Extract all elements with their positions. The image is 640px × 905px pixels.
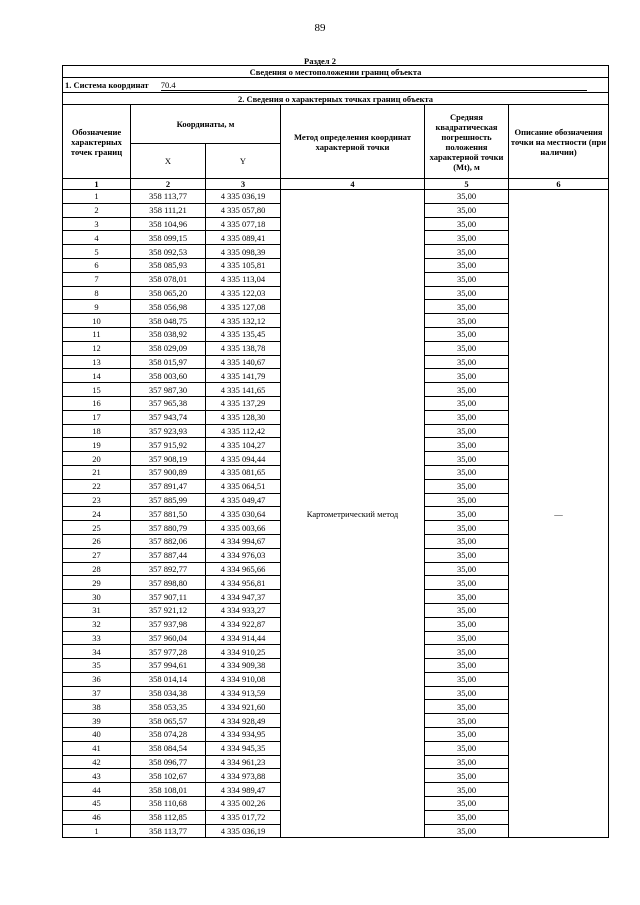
point-number-cell: 21 (63, 465, 131, 479)
point-number-cell: 42 (63, 755, 131, 769)
table-title: Сведения о местоположении границ объекта (63, 66, 609, 78)
y-coordinate-cell: 4 335 140,67 (206, 355, 281, 369)
rmse-cell: 35,00 (425, 797, 509, 811)
rmse-cell: 35,00 (425, 521, 509, 535)
rmse-cell: 35,00 (425, 493, 509, 507)
y-coordinate-cell: 4 335 094,44 (206, 452, 281, 466)
x-coordinate-cell: 357 891,47 (131, 479, 206, 493)
y-coordinate-cell: 4 335 137,29 (206, 396, 281, 410)
rmse-cell: 35,00 (425, 617, 509, 631)
rmse-cell: 35,00 (425, 203, 509, 217)
rmse-cell: 35,00 (425, 190, 509, 204)
rmse-cell: 35,00 (425, 700, 509, 714)
x-coordinate-cell: 358 110,68 (131, 797, 206, 811)
x-coordinate-cell: 358 003,60 (131, 369, 206, 383)
y-coordinate-cell: 4 334 913,59 (206, 686, 281, 700)
y-coordinate-cell: 4 334 914,44 (206, 631, 281, 645)
point-number-cell: 8 (63, 286, 131, 300)
rmse-cell: 35,00 (425, 783, 509, 797)
point-number-cell: 19 (63, 438, 131, 452)
x-coordinate-cell: 357 908,19 (131, 452, 206, 466)
x-coordinate-cell: 357 994,61 (131, 659, 206, 673)
point-number-cell: 4 (63, 231, 131, 245)
rmse-cell: 35,00 (425, 314, 509, 328)
description-cell: — (509, 190, 609, 838)
rmse-cell: 35,00 (425, 755, 509, 769)
rmse-cell: 35,00 (425, 603, 509, 617)
x-coordinate-cell: 358 065,20 (131, 286, 206, 300)
x-coordinate-cell: 358 015,97 (131, 355, 206, 369)
point-number-cell: 30 (63, 590, 131, 604)
point-number-cell: 25 (63, 521, 131, 535)
rmse-cell: 35,00 (425, 590, 509, 604)
x-coordinate-cell: 358 053,35 (131, 700, 206, 714)
coordinate-system-value: 70.4 (161, 80, 587, 91)
column-number: 2 (131, 179, 206, 190)
point-number-cell: 40 (63, 728, 131, 742)
point-number-cell: 10 (63, 314, 131, 328)
y-coordinate-cell: 4 334 933,27 (206, 603, 281, 617)
x-coordinate-cell: 358 056,98 (131, 300, 206, 314)
header-point-designation: Обозначение характерных точек границ (63, 105, 131, 179)
x-coordinate-cell: 357 943,74 (131, 410, 206, 424)
y-coordinate-cell: 4 334 976,03 (206, 548, 281, 562)
rmse-cell: 35,00 (425, 438, 509, 452)
x-coordinate-cell: 358 102,67 (131, 769, 206, 783)
x-coordinate-cell: 357 987,30 (131, 383, 206, 397)
x-coordinate-cell: 357 907,11 (131, 590, 206, 604)
y-coordinate-cell: 4 335 138,78 (206, 341, 281, 355)
y-coordinate-cell: 4 335 036,19 (206, 190, 281, 204)
x-coordinate-cell: 358 104,96 (131, 217, 206, 231)
table-body (63, 190, 609, 838)
point-number-cell: 46 (63, 810, 131, 824)
y-coordinate-cell: 4 335 104,27 (206, 438, 281, 452)
point-number-cell: 24 (63, 507, 131, 521)
y-coordinate-cell: 4 335 003,66 (206, 521, 281, 535)
x-coordinate-cell: 357 965,38 (131, 396, 206, 410)
y-coordinate-cell: 4 334 922,87 (206, 617, 281, 631)
rmse-cell: 35,00 (425, 286, 509, 300)
y-coordinate-cell: 4 335 081,65 (206, 465, 281, 479)
rmse-cell: 35,00 (425, 769, 509, 783)
point-number-cell: 28 (63, 562, 131, 576)
point-number-cell: 33 (63, 631, 131, 645)
rmse-cell: 35,00 (425, 217, 509, 231)
point-number-cell: 15 (63, 383, 131, 397)
y-coordinate-cell: 4 335 112,42 (206, 424, 281, 438)
y-coordinate-cell: 4 334 973,88 (206, 769, 281, 783)
x-coordinate-cell: 357 880,79 (131, 521, 206, 535)
rmse-cell: 35,00 (425, 424, 509, 438)
rmse-cell: 35,00 (425, 631, 509, 645)
point-number-cell: 26 (63, 534, 131, 548)
boundary-points-table (62, 65, 609, 838)
x-coordinate-cell: 357 898,80 (131, 576, 206, 590)
point-number-cell: 43 (63, 769, 131, 783)
y-coordinate-cell: 4 334 910,25 (206, 645, 281, 659)
rmse-cell: 35,00 (425, 327, 509, 341)
x-coordinate-cell: 357 960,04 (131, 631, 206, 645)
point-number-cell: 22 (63, 479, 131, 493)
point-number-cell: 20 (63, 452, 131, 466)
header-y: Y (206, 144, 281, 179)
y-coordinate-cell: 4 335 017,72 (206, 810, 281, 824)
rmse-cell: 35,00 (425, 383, 509, 397)
y-coordinate-cell: 4 334 910,08 (206, 672, 281, 686)
rmse-cell: 35,00 (425, 300, 509, 314)
header-coordinates: Координаты, м (131, 105, 281, 144)
table-row (63, 190, 609, 204)
rmse-cell: 35,00 (425, 272, 509, 286)
x-coordinate-cell: 358 084,54 (131, 741, 206, 755)
y-coordinate-cell: 4 335 077,18 (206, 217, 281, 231)
point-number-cell: 2 (63, 203, 131, 217)
x-coordinate-cell: 358 111,21 (131, 203, 206, 217)
point-number-cell: 31 (63, 603, 131, 617)
rmse-cell: 35,00 (425, 576, 509, 590)
header-method: Метод определения координат характерной точки (281, 105, 425, 179)
point-number-cell: 32 (63, 617, 131, 631)
y-coordinate-cell: 4 334 945,35 (206, 741, 281, 755)
y-coordinate-cell: 4 335 057,80 (206, 203, 281, 217)
point-number-cell: 29 (63, 576, 131, 590)
y-coordinate-cell: 4 334 994,67 (206, 534, 281, 548)
x-coordinate-cell: 358 078,01 (131, 272, 206, 286)
y-coordinate-cell: 4 335 141,65 (206, 383, 281, 397)
y-coordinate-cell: 4 334 909,38 (206, 659, 281, 673)
x-coordinate-cell: 358 029,09 (131, 341, 206, 355)
rmse-cell: 35,00 (425, 728, 509, 742)
y-coordinate-cell: 4 334 921,60 (206, 700, 281, 714)
y-coordinate-cell: 4 335 030,64 (206, 507, 281, 521)
y-coordinate-cell: 4 334 947,37 (206, 590, 281, 604)
rmse-cell: 35,00 (425, 410, 509, 424)
y-coordinate-cell: 4 334 928,49 (206, 714, 281, 728)
y-coordinate-cell: 4 335 132,12 (206, 314, 281, 328)
y-coordinate-cell: 4 334 961,23 (206, 755, 281, 769)
rmse-cell: 35,00 (425, 231, 509, 245)
coordinate-system-row (63, 78, 609, 93)
method-cell: Картометрический метод (281, 190, 425, 838)
point-number-cell: 34 (63, 645, 131, 659)
x-coordinate-cell: 357 977,28 (131, 645, 206, 659)
x-coordinate-cell: 358 034,38 (131, 686, 206, 700)
point-number-cell: 36 (63, 672, 131, 686)
y-coordinate-cell: 4 334 965,66 (206, 562, 281, 576)
x-coordinate-cell: 358 113,77 (131, 824, 206, 838)
x-coordinate-cell: 358 112,85 (131, 810, 206, 824)
column-number: 6 (509, 179, 609, 190)
y-coordinate-cell: 4 335 002,26 (206, 797, 281, 811)
section-title: Раздел 2 (304, 56, 336, 66)
point-number-cell: 1 (63, 824, 131, 838)
x-coordinate-cell: 357 915,92 (131, 438, 206, 452)
x-coordinate-cell: 358 108,01 (131, 783, 206, 797)
y-coordinate-cell: 4 335 135,45 (206, 327, 281, 341)
x-coordinate-cell: 358 085,93 (131, 258, 206, 272)
coordinate-system-label: 1. Система координат (65, 79, 149, 90)
rmse-cell: 35,00 (425, 465, 509, 479)
y-coordinate-cell: 4 335 105,81 (206, 258, 281, 272)
y-coordinate-cell: 4 334 989,47 (206, 783, 281, 797)
y-coordinate-cell: 4 335 064,51 (206, 479, 281, 493)
y-coordinate-cell: 4 335 098,39 (206, 245, 281, 259)
y-coordinate-cell: 4 335 049,47 (206, 493, 281, 507)
header-description: Описание обозначения точки на местности (при наличии) (509, 105, 609, 179)
rmse-cell: 35,00 (425, 355, 509, 369)
rmse-cell: 35,00 (425, 824, 509, 838)
point-number-cell: 35 (63, 659, 131, 673)
column-number: 1 (63, 179, 131, 190)
x-coordinate-cell: 358 014,14 (131, 672, 206, 686)
point-number-cell: 16 (63, 396, 131, 410)
x-coordinate-cell: 358 074,28 (131, 728, 206, 742)
y-coordinate-cell: 4 335 122,03 (206, 286, 281, 300)
y-coordinate-cell: 4 335 127,08 (206, 300, 281, 314)
x-coordinate-cell: 358 113,77 (131, 190, 206, 204)
rmse-cell: 35,00 (425, 672, 509, 686)
x-coordinate-cell: 357 887,44 (131, 548, 206, 562)
rmse-cell: 35,00 (425, 507, 509, 521)
point-number-cell: 39 (63, 714, 131, 728)
rmse-cell: 35,00 (425, 341, 509, 355)
point-number-cell: 37 (63, 686, 131, 700)
subsection-title: 2. Сведения о характерных точках границ объекта (63, 93, 609, 105)
x-coordinate-cell: 358 096,77 (131, 755, 206, 769)
rmse-cell: 35,00 (425, 369, 509, 383)
rmse-cell: 35,00 (425, 686, 509, 700)
rmse-cell: 35,00 (425, 645, 509, 659)
point-number-cell: 11 (63, 327, 131, 341)
point-number-cell: 18 (63, 424, 131, 438)
x-coordinate-cell: 357 885,99 (131, 493, 206, 507)
rmse-cell: 35,00 (425, 245, 509, 259)
header-x: X (131, 144, 206, 179)
point-number-cell: 14 (63, 369, 131, 383)
x-coordinate-cell: 358 092,53 (131, 245, 206, 259)
x-coordinate-cell: 358 038,92 (131, 327, 206, 341)
y-coordinate-cell: 4 334 956,81 (206, 576, 281, 590)
point-number-cell: 45 (63, 797, 131, 811)
x-coordinate-cell: 357 923,93 (131, 424, 206, 438)
y-coordinate-cell: 4 335 036,19 (206, 824, 281, 838)
rmse-cell: 35,00 (425, 258, 509, 272)
rmse-cell: 35,00 (425, 396, 509, 410)
x-coordinate-cell: 357 937,98 (131, 617, 206, 631)
y-coordinate-cell: 4 335 128,30 (206, 410, 281, 424)
column-number: 4 (281, 179, 425, 190)
x-coordinate-cell: 357 900,89 (131, 465, 206, 479)
point-number-cell: 1 (63, 190, 131, 204)
rmse-cell: 35,00 (425, 810, 509, 824)
y-coordinate-cell: 4 335 141,79 (206, 369, 281, 383)
point-number-cell: 38 (63, 700, 131, 714)
point-number-cell: 6 (63, 258, 131, 272)
rmse-cell: 35,00 (425, 452, 509, 466)
rmse-cell: 35,00 (425, 534, 509, 548)
x-coordinate-cell: 357 892,77 (131, 562, 206, 576)
point-number-cell: 3 (63, 217, 131, 231)
point-number-cell: 17 (63, 410, 131, 424)
column-number: 5 (425, 179, 509, 190)
rmse-cell: 35,00 (425, 479, 509, 493)
page-number: 89 (314, 22, 326, 34)
y-coordinate-cell: 4 335 113,04 (206, 272, 281, 286)
rmse-cell: 35,00 (425, 562, 509, 576)
point-number-cell: 13 (63, 355, 131, 369)
rmse-cell: 35,00 (425, 741, 509, 755)
point-number-cell: 9 (63, 300, 131, 314)
x-coordinate-cell: 358 065,57 (131, 714, 206, 728)
y-coordinate-cell: 4 334 934,95 (206, 728, 281, 742)
x-coordinate-cell: 358 048,75 (131, 314, 206, 328)
point-number-cell: 12 (63, 341, 131, 355)
rmse-cell: 35,00 (425, 659, 509, 673)
point-number-cell: 23 (63, 493, 131, 507)
point-number-cell: 44 (63, 783, 131, 797)
header-rmse: Средняя квадратическая погрешность положения характерной точки (Mt), м (425, 105, 509, 179)
point-number-cell: 5 (63, 245, 131, 259)
point-number-cell: 7 (63, 272, 131, 286)
rmse-cell: 35,00 (425, 714, 509, 728)
x-coordinate-cell: 358 099,15 (131, 231, 206, 245)
x-coordinate-cell: 357 921,12 (131, 603, 206, 617)
y-coordinate-cell: 4 335 089,41 (206, 231, 281, 245)
point-number-cell: 41 (63, 741, 131, 755)
x-coordinate-cell: 357 881,50 (131, 507, 206, 521)
rmse-cell: 35,00 (425, 548, 509, 562)
point-number-cell: 27 (63, 548, 131, 562)
x-coordinate-cell: 357 882,06 (131, 534, 206, 548)
column-number: 3 (206, 179, 281, 190)
